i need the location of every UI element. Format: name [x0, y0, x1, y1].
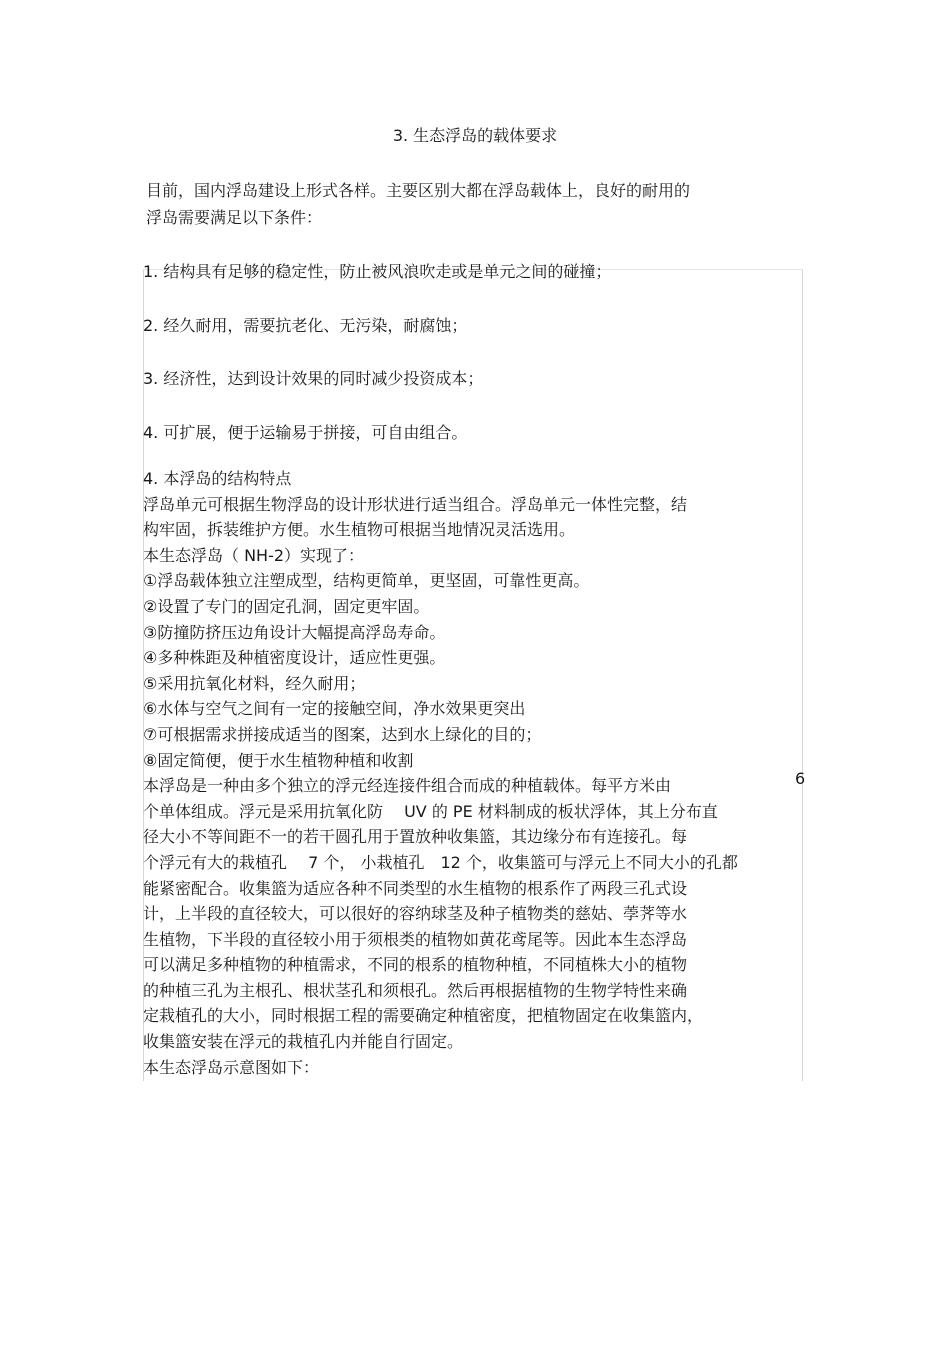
feature-item: ④多种株距及种植密度设计，适应性更强。 [143, 648, 446, 668]
page-title: 3. 生态浮岛的载体要求 [392, 126, 558, 145]
body-line: 径大小不等间距不一的若干圆孔用于置放种收集篮，其边缘分布有连接孔。每 [143, 827, 688, 847]
body-line: 本生态浮岛（ NH-2）实现了： [143, 545, 365, 565]
section-heading: 4. 本浮岛的结构特点 [143, 469, 292, 488]
stray-number: 6 [795, 769, 806, 788]
feature-item: ⑤采用抗氧化材料，经久耐用； [143, 673, 366, 693]
feature-item: ⑧固定简便，便于水生植物种植和收割 [143, 750, 414, 770]
requirement-3: 3. 经济性，达到设计效果的同时减少投资成本； [143, 369, 484, 388]
body-line: 可以满足多种植物的种植需求，不同的根系的植物种植，不同植株大小的植物 [143, 955, 688, 975]
body-line: 个浮元有大的栽植孔 7 个， 小栽植孔 12 个，收集篮可与浮元上不同大小的孔都 [143, 852, 738, 872]
feature-item: ⑥水体与空气之间有一定的接触空间，净水效果更突出 [143, 699, 526, 719]
body-line: 本浮岛是一种由多个独立的浮元经连接件组合而成的种植载体。每平方米由 [143, 776, 672, 796]
intro-paragraph [146, 177, 690, 231]
body-line: 能紧密配合。收集篮为适应各种不同类型的水生植物的根系作了两段三孔式设 [143, 878, 688, 898]
body-line: 的种植三孔为主根孔、根状茎孔和须根孔。然后再根据植物的生物学特性来确 [143, 980, 688, 1000]
intro-line-1: 目前，国内浮岛建设上形式各样。主要区别大都在浮岛载体上，良好的耐用的 [146, 181, 691, 200]
structure-features-section [143, 466, 738, 1080]
body-line: 浮岛单元可根据生物浮岛的设计形状进行适当组合。浮岛单元一体性完整，结 [143, 494, 688, 514]
body-line: 生植物，下半段的直径较小用于须根类的植物如黄花鸢尾等。因此本生态浮岛 [143, 929, 688, 949]
feature-item: ③防撞防挤压边角设计大幅提高浮岛寿命。 [143, 622, 446, 642]
feature-item: ②设置了专门的固定孔洞，固定更牢固。 [143, 596, 430, 616]
feature-item: ①浮岛载体独立注塑成型，结构更简单，更坚固，可靠性更高。 [143, 571, 590, 591]
intro-line-2: 浮岛需要满足以下条件： [146, 208, 323, 227]
requirement-4: 4. 可扩展，便于运输易于拼接，可自由组合。 [143, 423, 468, 442]
body-line: 本生态浮岛示意图如下： [143, 1057, 320, 1077]
body-line: 构牢固，拆装维护方便。水生植物可根据当地情况灵活选用。 [143, 520, 576, 540]
feature-item: ⑦可根据需求拼接成适当的图案，达到水上绿化的目的； [143, 724, 542, 744]
body-line: 定栽植孔的大小，同时根据工程的需要确定种植密度，把植物固定在收集篮内， [143, 1006, 704, 1026]
requirement-1: 1. 结构具有足够的稳定性，防止被风浪吹走或是单元之间的碰撞； [143, 262, 612, 281]
requirement-2: 2. 经久耐用，需要抗老化、无污染，耐腐蚀； [143, 316, 468, 335]
body-line: 计，上半段的直径较大，可以很好的容纳球茎及种子植物类的慈姑、荸荠等水 [143, 904, 688, 924]
body-line: 收集篮安装在浮元的栽植孔内并能自行固定。 [143, 1032, 464, 1052]
body-line: 个单体组成。浮元是采用抗氧化防 UV 的 PE 材料制成的板状浮体，其上分布直 [143, 801, 718, 821]
